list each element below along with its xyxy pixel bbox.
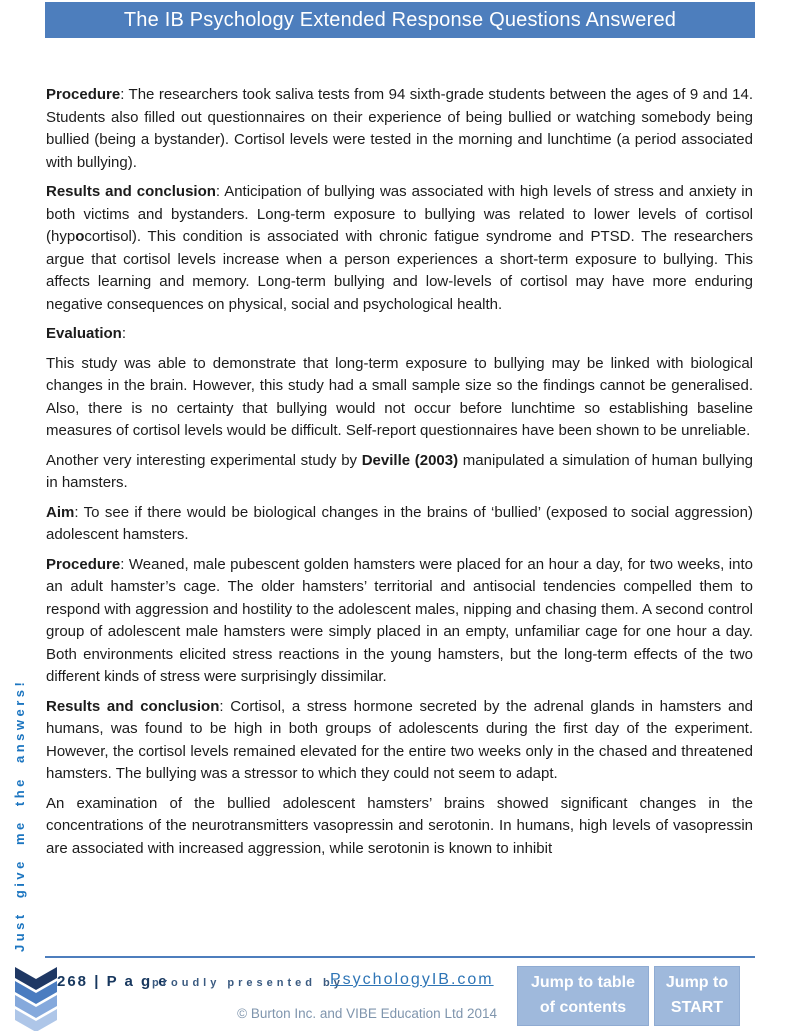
body-text: Another very interesting experimental study by <box>46 451 362 469</box>
jump-to-contents-button[interactable] <box>517 966 649 1026</box>
bold-text: Results and conclusion <box>46 183 216 200</box>
page-header-banner <box>45 2 755 38</box>
page-number: 268 <box>57 973 89 990</box>
bold-text: Procedure <box>46 555 121 573</box>
body-text: manipulated a simulation of human bullying in hamsters. <box>46 451 753 491</box>
paragraph <box>46 84 753 174</box>
psychologyib-link[interactable]: PsychologyIB.com <box>330 971 494 988</box>
page-word: | P a g e <box>94 973 169 990</box>
button-label-line: Jump to table <box>530 974 635 992</box>
page-title: The IB Psychology Extended Response Questions Answered <box>123 8 677 31</box>
document-body <box>46 84 753 952</box>
body-text: cortisol). This condition is associated with chronic fatigue syndrome and PTSD. The researchers argue that cortisol levels increase when a person experiences a short-term exposure to bullying. This affects learning and memory. Long-term bullying and low-levels of cortisol may have more enduring negative consequences on physical, social and psychological health. <box>46 228 753 313</box>
body-text: : Weaned, male pubescent golden hamsters were placed for an hour a day, for two weeks, into an adult hamster’s cage. The older hamsters’ territorial and antisocial tendencies compelled them to respond with aggression and hostility to the adolescent males, nipping and chasing them. A second control group of adolescent male hamsters were simply placed in an empty, unfamiliar cage for one hour a day. Both environments elicited stress reactions in the young hamsters, but the long-term effects of the two different kinds of stress were surprisingly dissimilar. <box>46 555 753 685</box>
body-text: : To see if there would be biological changes in the brains of ‘bullied’ (exposed to social aggression) adolescent hamsters. <box>46 503 753 543</box>
body-text: : <box>121 325 127 342</box>
bold-text: Deville (2003) <box>361 451 459 469</box>
body-text: This study was able to demonstrate that long-term exposure to bullying may be linked with biological changes in the brain. However, this study had a small sample size so the findings cannot be generalised. Also, there is no certainty that bullying would not occur before lunchtime so establishing baseline measures of cortisol levels would be difficult. Self-report questionnaires have been shown to be unreliable. <box>46 354 753 439</box>
paragraph <box>46 450 753 495</box>
body-text: : The researchers took saliva tests from 94 sixth-grade students between the ages of 9 and 14. Students also filled out questionnaires on their experience of being bullied or watching somebody being bullied (being a bystander). Cortisol levels were tested in the morning and lunchtime (a period associated with bullying). <box>46 86 753 171</box>
presented-by-text: proudly presented by <box>152 977 344 989</box>
button-label-line: of contents <box>539 999 627 1016</box>
jump-to-start-button[interactable] <box>654 966 740 1026</box>
paragraph <box>46 502 753 547</box>
paragraph <box>46 793 753 861</box>
copyright-text: © Burton Inc. and VIBE Education Ltd 2014 <box>237 1006 497 1021</box>
body-text: : Anticipation of bullying was associated with high levels of stress and anxiety in both victims and bystanders. Long-term exposure to bullying was related to lower levels of cortisol (hyp <box>46 183 753 245</box>
body-text: : Cortisol, a stress hormone secreted by the adrenal glands in hamsters and humans, was found to be high in both groups of adolescents during the first day of the experiment. However, the cortisol levels remained elevated for the entire two weeks only in the chased and threatened hamsters. The bullying was a stressor to which they could not seem to adapt. <box>46 697 753 782</box>
paragraph <box>46 353 753 443</box>
paragraph <box>46 554 753 689</box>
body-text: An examination of the bullied adolescent hamsters’ brains showed significant changes in the concentrations of the neurotransmitters vasopressin and serotonin. In humans, high levels of vasopressin are associated with increased aggression, while serotonin is known to inhibit <box>46 794 753 857</box>
paragraph <box>46 696 753 786</box>
sidebar-vertical-label: Just give me the answers! <box>12 678 27 952</box>
button-label-line: Jump to <box>665 974 729 992</box>
paragraph <box>46 181 753 316</box>
bold-text: o <box>75 228 85 245</box>
footer-divider <box>45 956 755 958</box>
bold-text: Procedure <box>46 86 121 103</box>
bold-text: Results and conclusion <box>46 697 220 715</box>
chevrons-down-icon <box>14 967 58 1031</box>
paragraph <box>46 323 753 346</box>
button-label-line: START <box>670 999 724 1016</box>
bold-text: Evaluation <box>46 325 122 342</box>
bold-text: Aim <box>46 503 75 521</box>
